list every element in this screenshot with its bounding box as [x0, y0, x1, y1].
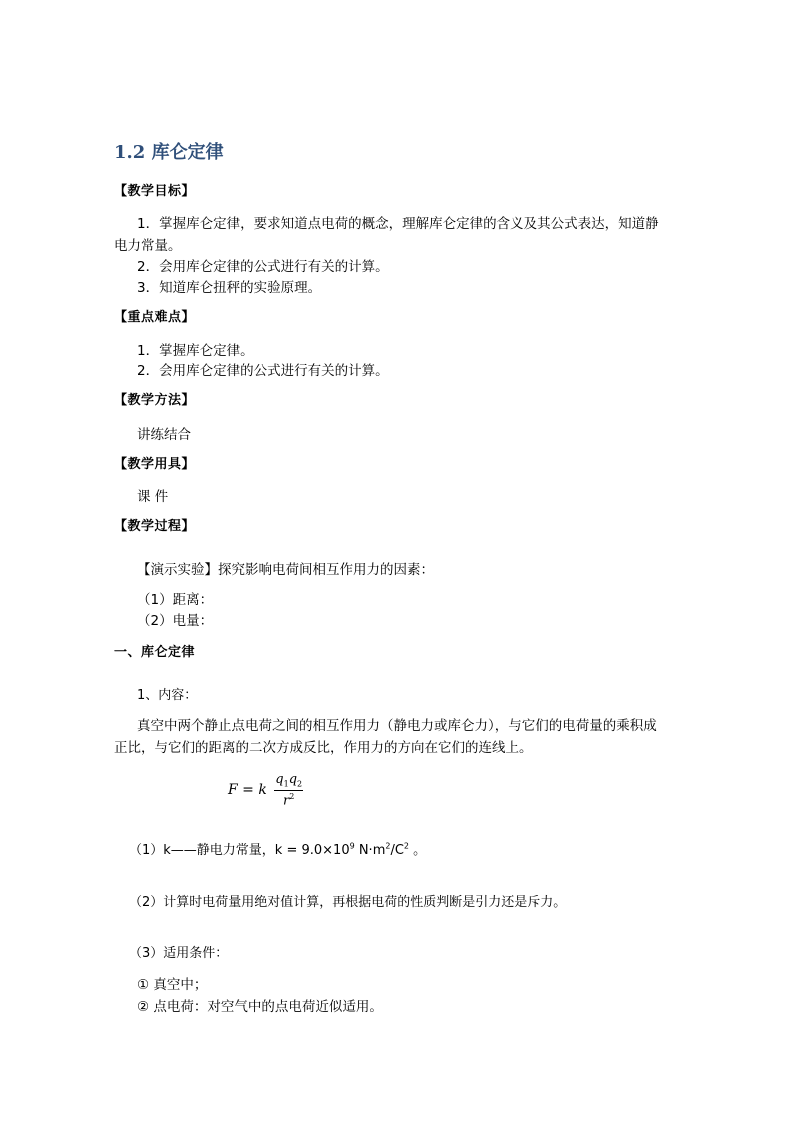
condition-2: ② 点电荷：对空气中的点电荷近似适用。	[137, 999, 383, 1015]
formula-fraction	[274, 772, 303, 808]
coulomb-formula	[228, 772, 303, 808]
goal-1-line-2: 电力常量。	[114, 238, 182, 254]
formula-numerator: $q_1q_2$	[275, 772, 303, 789]
method-text: 讲练结合	[137, 427, 191, 443]
page-title: 1.2 库仑定律	[114, 142, 224, 163]
goal-3: 3．知道库仑扭秤的实验原理。	[137, 280, 322, 296]
key-point-1: 1．掌握库仑定律。	[137, 343, 254, 359]
tools-text: 课 件	[137, 489, 169, 505]
formula-lhs: F = k	[228, 781, 267, 798]
content-line-1: 真空中两个静止点电荷之间的相互作用力（静电力或库仑力），与它们的电荷量的乘积成	[137, 718, 657, 734]
note-2: （2）计算时电荷量用绝对值计算，再根据电荷的性质判断是引力还是斥力。	[129, 895, 567, 910]
process-heading: 【教学过程】	[114, 519, 196, 534]
formula-denominator: $r^2$	[283, 791, 295, 808]
key-points-heading: 【重点难点】	[114, 310, 196, 325]
demo-experiment: 【演示实验】探究影响电荷间相互作用力的因素：	[137, 562, 434, 578]
note-3: （3）适用条件：	[129, 946, 229, 961]
goal-2: 2．会用库仑定律的公式进行有关的计算。	[137, 259, 389, 275]
part-1-heading: 一、库仑定律	[114, 645, 196, 660]
method-heading: 【教学方法】	[114, 393, 196, 408]
content-line-2: 正比，与它们的距离的二次方成反比，作用力的方向在它们的连线上。	[114, 740, 533, 756]
key-point-2: 2．会用库仑定律的公式进行有关的计算。	[137, 363, 389, 379]
condition-1: ① 真空中；	[137, 977, 208, 993]
goals-heading: 【教学目标】	[114, 184, 196, 199]
content-label: 1、内容：	[137, 688, 198, 703]
tools-heading: 【教学用具】	[114, 457, 196, 472]
goal-1-line-1: 1．掌握库仑定律，要求知道点电荷的概念，理解库仑定律的含义及其公式表达，知道静	[137, 216, 659, 232]
demo-item-1: （1）距离：	[137, 592, 214, 608]
demo-item-2: （2）电量：	[137, 613, 214, 629]
note-1: （1）k——静电力常量，$k = 9.0\times 10^9$ $N\cdot m^2/C^2$ 。	[129, 841, 427, 858]
